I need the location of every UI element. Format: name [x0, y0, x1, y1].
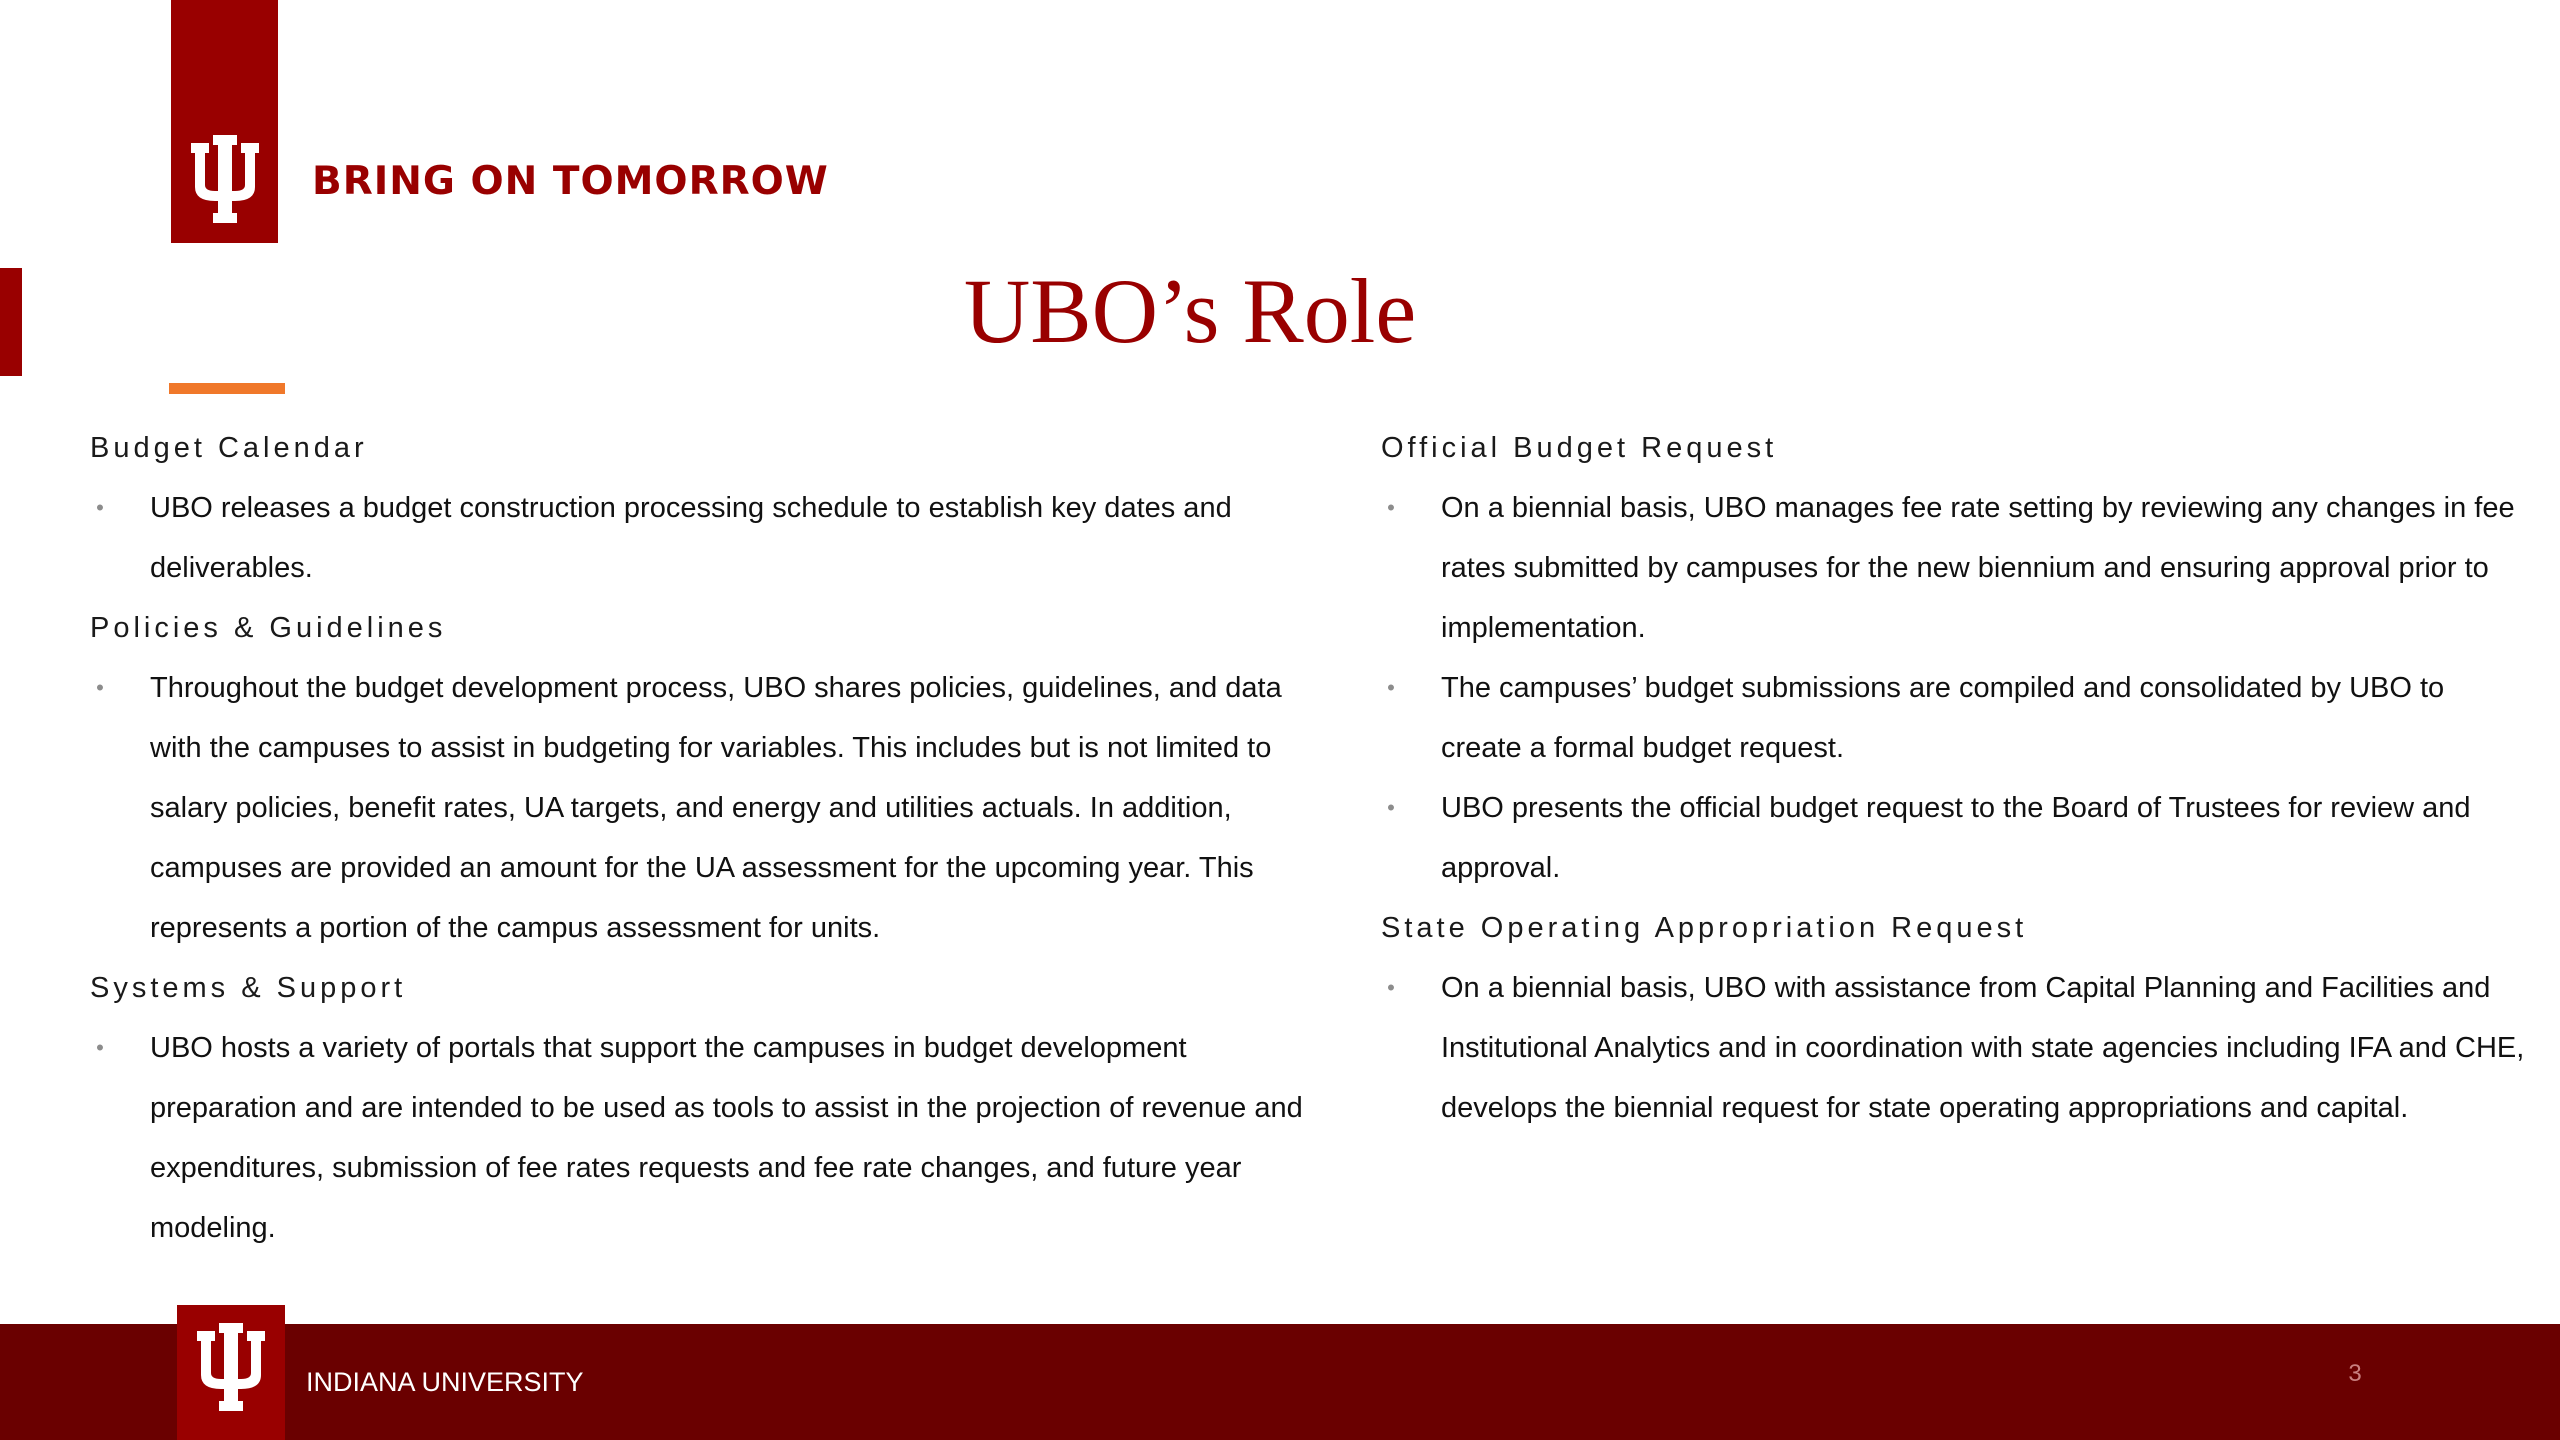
trident-icon: [191, 135, 259, 225]
bullet-icon: •: [96, 675, 104, 700]
bullet-text: On a biennial basis, UBO manages fee rate setting by reviewing any changes in fee rates submitted by campuses for the new biennium and ensuring approval prior to implementation.: [1441, 492, 2515, 644]
bullet-item: [1381, 778, 2531, 898]
bullet-text: On a biennial basis, UBO with assistance from Capital Planning and Facilities and Institutional Analytics and in coordination with state agencies including IFA and CHE, develops the biennial request for state operating appropriations and capital.: [1441, 972, 2525, 1124]
bullet-item: [1381, 958, 2531, 1138]
bullet-text: Throughout the budget development process, UBO shares policies, guidelines, and data with the campuses to assist in budgeting for variables. This includes but is not limited to salary policies, benefit rates, UA targets, and energy and utilities actuals. In addition, campuses are provided an amount for the UA assessment for the upcoming year. This represents a portion of the campus assessment for units.: [150, 672, 1282, 944]
bullet-icon: •: [96, 1035, 104, 1060]
bullet-item: [1381, 478, 2531, 658]
section-heading: Systems & Support: [90, 972, 407, 1004]
bullet-item: [1381, 658, 2531, 778]
bullet-item: [90, 1018, 1340, 1258]
slide-title: UBO’s Role: [963, 260, 1417, 362]
bullet-icon: •: [1387, 675, 1395, 700]
section-heading: State Operating Appropriation Request: [1381, 912, 2028, 944]
tagline: BRING ON TOMORROW: [312, 159, 829, 204]
section-heading: Budget Calendar: [90, 432, 368, 464]
left-accent-bar: [0, 268, 22, 376]
page-number: 3: [2348, 1360, 2362, 1387]
bullet-icon: •: [1387, 495, 1395, 520]
bullet-icon: •: [1387, 795, 1395, 820]
section-heading: Official Budget Request: [1381, 432, 1778, 464]
bullet-text: UBO releases a budget construction processing schedule to establish key dates and deliverables.: [150, 492, 1232, 584]
bullet-item: [90, 658, 1340, 958]
left-column: [90, 418, 1340, 1258]
right-column: [1381, 418, 2531, 1138]
bullet-icon: •: [96, 495, 104, 520]
bullet-icon: •: [1387, 975, 1395, 1000]
trident-icon: [197, 1323, 265, 1413]
bullet-text: UBO presents the official budget request to the Board of Trustees for review and approval.: [1441, 792, 2471, 884]
footer-logo: [177, 1305, 285, 1440]
bullet-text: UBO hosts a variety of portals that support the campuses in budget development preparation and are intended to be used as tools to assist in the projection of revenue and expenditures, submission of fee rates requests and fee rate changes, and future year modeling.: [150, 1032, 1303, 1244]
top-logo: [171, 0, 278, 243]
footer-university-name: INDIANA UNIVERSITY: [306, 1367, 584, 1397]
section-heading: Policies & Guidelines: [90, 612, 447, 644]
bullet-text: The campuses’ budget submissions are compiled and consolidated by UBO to create a formal budget request.: [1441, 672, 2445, 764]
bullet-item: [90, 478, 1340, 598]
title-underline: [169, 383, 285, 394]
